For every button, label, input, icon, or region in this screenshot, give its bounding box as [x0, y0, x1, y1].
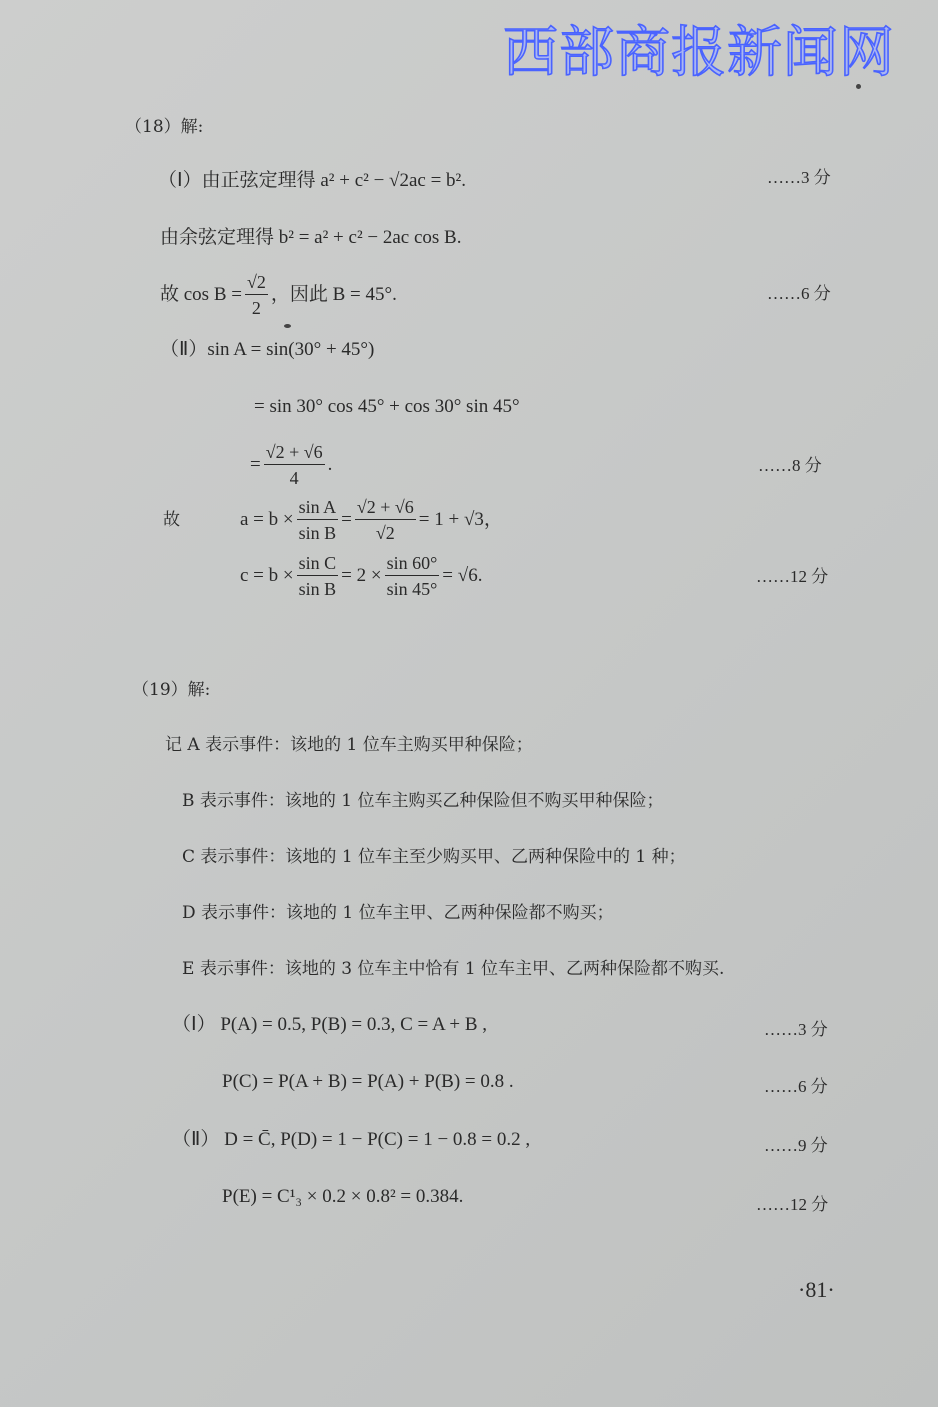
- score: ……12 分: [756, 567, 829, 586]
- denominator: sin B: [298, 523, 337, 543]
- denominator: 4: [289, 468, 299, 488]
- text: = 1 + √3，: [418, 509, 503, 530]
- fraction: [264, 441, 325, 489]
- speck: [284, 324, 291, 328]
- q18-heading: （18）解:: [125, 117, 204, 137]
- numerator: sin A: [297, 496, 339, 520]
- q18-line-2: 由余弦定理得 b² = a² + c² − 2ac cos B.: [160, 227, 462, 248]
- denominator: 2: [251, 298, 261, 318]
- q18-line-6: [250, 441, 332, 489]
- gu-label: 故: [163, 510, 180, 530]
- q19-heading: （19）解:: [132, 680, 211, 700]
- q18-line-7: [240, 496, 503, 544]
- fraction: [355, 496, 416, 544]
- fraction: [245, 271, 268, 319]
- text: =: [341, 509, 352, 530]
- event-e: E 表示事件：该地的 3 位车主中恰有 1 位车主甲、乙两种保险都不购买.: [182, 959, 725, 979]
- text: .: [327, 454, 333, 475]
- text: = √6.: [442, 565, 483, 586]
- text: =: [250, 454, 261, 475]
- event-c: C 表示事件：该地的 1 位车主至少购买甲、乙两种保险中的 1 种；: [182, 847, 686, 867]
- q18-line-4: （Ⅱ）sin A = sin(30° + 45°): [160, 339, 375, 360]
- event-d: D 表示事件：该地的 1 位车主甲、乙两种保险都不购买；: [182, 903, 614, 923]
- text: c = b ×: [240, 565, 294, 586]
- fraction: [385, 552, 440, 600]
- numerator: √2: [245, 271, 268, 295]
- score: ……9 分: [764, 1136, 828, 1155]
- watermark: 西部商报新闻网: [503, 20, 896, 84]
- text: a = b ×: [240, 509, 294, 530]
- q18-line-1: （Ⅰ）由正弦定理得 a² + c² − √2ac = b².: [158, 170, 466, 191]
- event-b: B 表示事件：该地的 1 位车主购买乙种保险但不购买甲种保险；: [182, 791, 664, 811]
- numerator: sin 60°: [385, 552, 440, 576]
- q19-line-1: （Ⅰ） P(A) = 0.5, P(B) = 0.3, C = A + B ,: [172, 1014, 488, 1035]
- fraction: [297, 552, 339, 600]
- page-number: ·81·: [798, 1277, 835, 1302]
- text: = 2 ×: [341, 565, 382, 586]
- fraction: [297, 496, 339, 544]
- score: ……6 分: [767, 284, 831, 303]
- score: ……6 分: [764, 1077, 828, 1096]
- event-a: 记 A 表示事件：该地的 1 位车主购买甲种保险；: [165, 735, 533, 755]
- numerator: √2 + √6: [355, 496, 416, 520]
- score: ……3 分: [764, 1020, 828, 1039]
- denominator: √2: [375, 523, 395, 543]
- text: ，因此 B = 45°.: [270, 284, 397, 305]
- q18-line-5: = sin 30° cos 45° + cos 30° sin 45°: [254, 396, 520, 417]
- text: 故 cos B =: [160, 284, 242, 305]
- score: ……3 分: [767, 168, 831, 187]
- q19-line-4: P(E) = C¹₃ × 0.2 × 0.8² = 0.384.: [222, 1186, 464, 1207]
- q18-line-8: [240, 552, 482, 600]
- denominator: sin 45°: [386, 579, 438, 599]
- q18-line-3: [160, 271, 397, 319]
- speck: [856, 84, 861, 89]
- q19-line-2: P(C) = P(A + B) = P(A) + P(B) = 0.8 .: [222, 1071, 514, 1092]
- numerator: √2 + √6: [264, 441, 325, 465]
- score: ……12 分: [756, 1195, 829, 1214]
- score: ……8 分: [758, 456, 822, 475]
- numerator: sin C: [297, 552, 339, 576]
- denominator: sin B: [298, 579, 337, 599]
- q19-line-3: （Ⅱ） D = C̄, P(D) = 1 − P(C) = 1 − 0.8 = 0.2 ,: [172, 1129, 531, 1150]
